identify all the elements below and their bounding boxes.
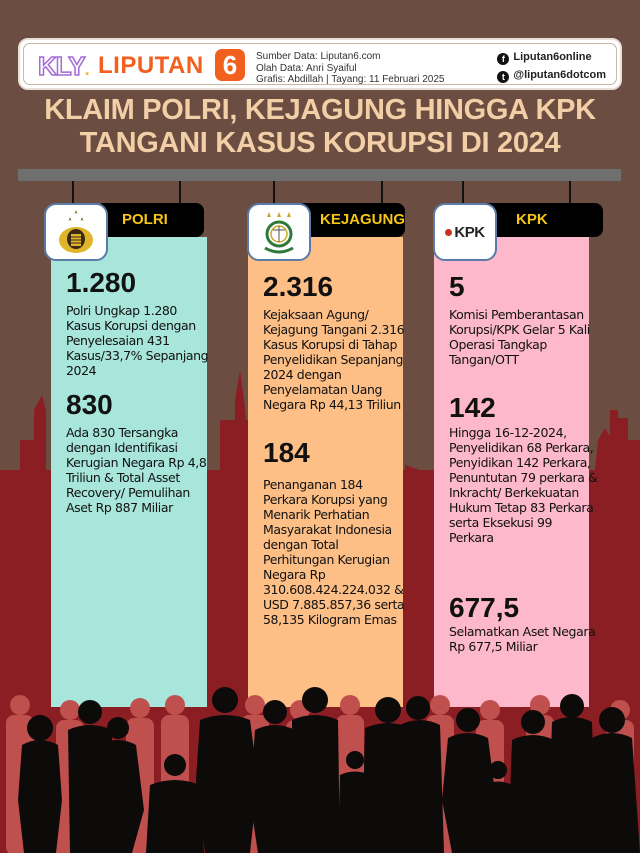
stat-value: 2.316 <box>263 271 334 302</box>
polri-tag: POLRI <box>96 203 204 237</box>
kejagung-tag: KEJAGUNG <box>290 203 405 237</box>
credits <box>256 51 444 86</box>
twitter-icon: t <box>497 71 509 83</box>
stat-block <box>263 272 409 412</box>
hanger <box>72 181 74 203</box>
facebook-icon: f <box>497 53 509 65</box>
stat-value: 830 <box>66 389 113 420</box>
stat-block <box>449 593 599 654</box>
stat-description: Penanganan 184 Perkara Korupsi yang Menarik Perhatian Masyarakat Indonesia dengan Total Perhitungan Kerugian Negara Rp 310.608.424.224.032 & USD 7.885.857,36 serta 58,135 Kilogram Emas <box>263 477 405 627</box>
stat-value: 5 <box>449 271 465 302</box>
hanger <box>569 181 571 203</box>
stat-description: Ada 830 Tersangka dengan Identifikasi Kerugian Negara Rp 4,8 Triliun & Total Asset Recovery/ Pemulihan Aset Rp 887 Miliar <box>66 425 207 515</box>
hanger <box>179 181 181 203</box>
title-line-2: TANGANI KASUS KORUPSI DI 2024 <box>79 127 561 159</box>
stat-description: Selamatkan Aset Negara Rp 677,5 Miliar <box>449 624 596 654</box>
stat-value: 677,5 <box>449 592 520 623</box>
liputan6-logo: LIPUTAN <box>98 52 204 79</box>
hanging-rail <box>18 169 621 181</box>
graphic-by-text: Grafis: Abdillah | Tayang: 11 Februari 2025 <box>256 74 445 85</box>
stat-description: Polri Ungkap 1.280 Kasus Korupsi dengan Penyelesaian 431 Kasus/33,7% Sepanjang 2024 <box>66 303 209 378</box>
facebook-link[interactable]: f Liputan6online <box>497 48 606 66</box>
stat-value: 1.280 <box>66 267 137 298</box>
stat-value: 184 <box>263 437 310 468</box>
kpk-tag: KPK <box>478 203 603 237</box>
polri-emblem-icon <box>44 203 108 261</box>
hanger <box>273 181 275 203</box>
header-banner <box>18 38 622 90</box>
stat-description: Komisi Pemberantasan Korupsi/KPK Gelar 5 Kali Operasi Tangkap Tangan/OTT <box>449 307 590 367</box>
stat-block <box>66 390 212 515</box>
stat-block <box>66 268 212 378</box>
kly-logo: KLY. <box>38 51 89 81</box>
kejagung-emblem-icon <box>247 203 311 261</box>
stat-block <box>449 272 599 367</box>
title-line-1: KLAIM POLRI, KEJAGUNG HINGGA KPK <box>44 94 596 126</box>
stat-block <box>263 438 409 627</box>
source-text: Sumber Data: Liputan6.com <box>256 51 381 62</box>
twitter-link[interactable]: t @liputan6dotcom <box>497 66 606 84</box>
processed-by-text: Olah Data: Anri Syaiful <box>256 62 357 74</box>
kpk-logo-icon: KPK <box>433 203 497 261</box>
page-title <box>0 94 640 160</box>
stat-description: Hingga 16-12-2024, Penyelidikan 68 Perkara, Penyidikan 142 Perkara, Penuntutan 79 perkara & Inkracht/ Berkekuatan Hukum Tetap 83 Perkara serta Eksekusi 99 Perkara <box>449 425 598 545</box>
stat-description: Kejaksaan Agung/ Kejagung Tangani 2.316 Kasus Korupsi di Tahap Penyelidikan Sepanjang 2024 dengan Penyelamatan Uang Negara Rp 44,13 Triliun <box>263 307 405 412</box>
stat-block <box>449 393 599 545</box>
hanger <box>462 181 464 203</box>
liputan6-six-badge: 6 <box>215 49 245 81</box>
hanger <box>381 181 383 203</box>
social-links <box>497 48 606 84</box>
stat-value: 142 <box>449 392 496 423</box>
